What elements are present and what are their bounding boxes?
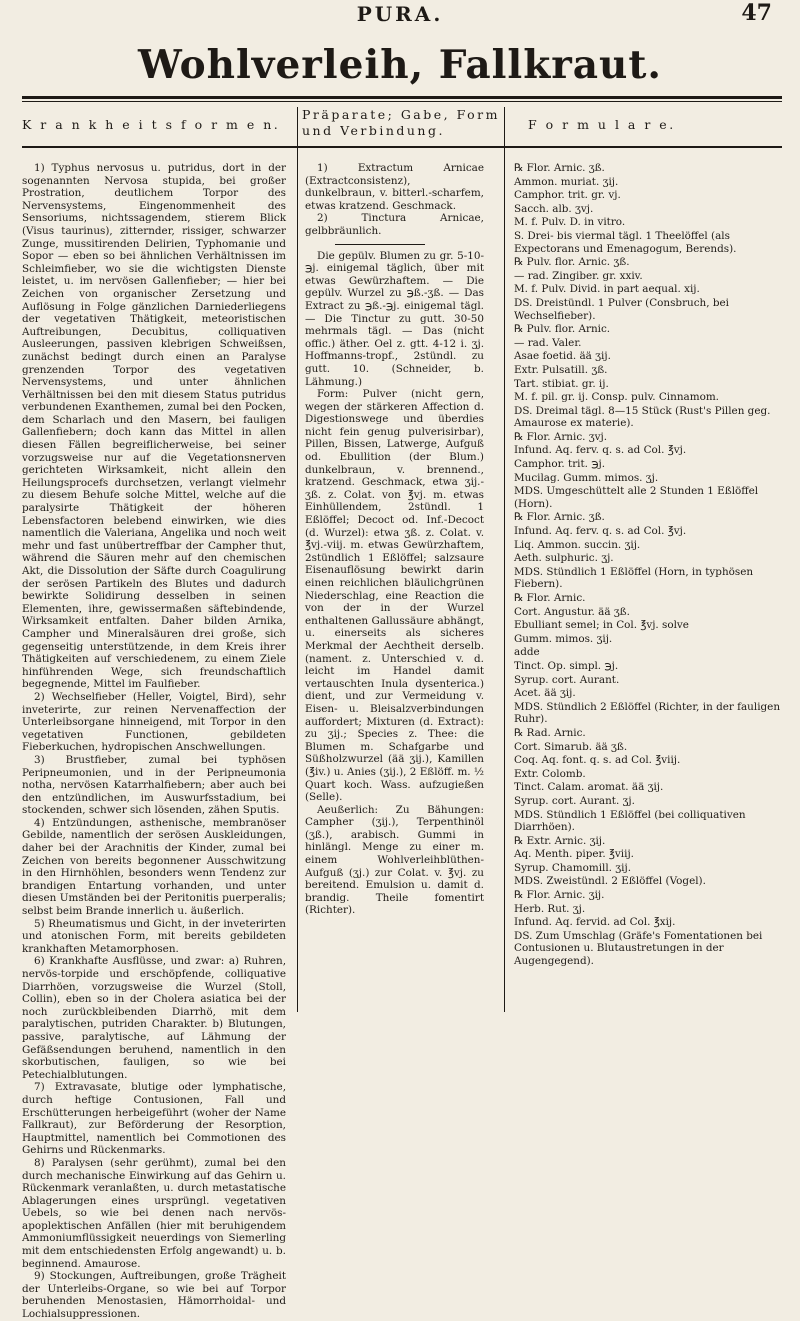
paragraph-tinctura: 2) Tinctura Arnicae, gelbbräunlich. [305,212,484,237]
formula-line: Ammon. muriat. ʒij. [514,175,619,188]
page-title: Wohlverleih, Fallkraut. [137,42,663,88]
running-title: PURA. [356,2,444,26]
formula-line: DS. Dreistündl. 1 Pulver (Consbruch, bei Wechselfieber). [514,296,729,322]
formula-line: MDS. Zweistündl. 2 Eßlöffel (Vogel). [514,875,706,888]
formula-line: Liq. Ammon. succin. ʒij. [514,538,641,551]
formula-line: ℞ Flor. Arnic. ʒß. [514,162,605,174]
formula-line: Syrup. cort. Aurant. [514,673,620,686]
formula-line: ℞ Pulv. flor. Arnic. ʒß. [514,256,630,269]
title-rule [22,96,782,99]
formula-line: Tart. stibiat. gr. ij. [514,377,609,390]
column-krankheitsformen [22,162,286,1321]
formula-line: Infund. Aq. fervid. ad Col. ℥xij. [514,916,676,929]
formula-line: Camphor. trit. gr. vj. [514,189,621,202]
formula-line: Syrup. Chamomill. ʒij. [514,861,631,874]
formula-line: Infund. Aq. ferv. q. s. ad Col. ℥vj. [514,525,687,538]
separator [335,244,425,245]
formula-line: ℞ Flor. Arnic. ʒß. [514,511,605,524]
formula-line: MDS. Stündlich 2 Eßlöffel (Richter, in der fauligen Ruhr). [514,700,781,726]
column-header-praeparate: Präparate; Gabe, Form und Verbindung. [302,107,500,138]
formula-line: ℞ Flor. Arnic. [514,592,586,604]
title-rule-thin [22,101,782,102]
column-header-krankheitsformen: K r a n k h e i t s f o r m e n. [22,117,281,132]
formula-line: Camphor. trit. ℈j. [514,458,606,471]
column-header-formulare: F o r m u l a r e. [528,117,676,132]
paragraph-extravasate: 7) Extravasate, blutige oder lymphatische, durch heftige Contusionen, Fall und Erschütterungen herbeigeführt (woher der Name Fallkraut), zur Beförderung der Resorption, Hauptmittel, namentlich bei Commotionen des Gehirns und Rückenmarks. [22,1081,286,1157]
paragraph-entzuendungen: 4) Entzündungen, asthenische, membranöser Gebilde, namentlich der serösen Auskleidungen, daher bei der Arachnitis der Kinder, zumal bei Zeichen von bereits begonnener Ausschwitzung in den Hirnhöhlen, besonders wenn Tendenz zur brandigen Entartung vorhanden, und unter diesen Umständen bei der Peritonitis puerperalis; selbst beim Brande innerlich u. äußerlich. [22,816,286,918]
formula-line: M. f. Pulv. Divid. in part aequal. xij. [514,283,700,296]
formula-line: Aq. Menth. piper. ℥viij. [514,848,634,861]
formula-line: ℞ Extr. Arnic. ʒij. [514,834,606,847]
paragraph-stockungen: 9) Stockungen, Auftreibungen, große Trägheit der Unterleibs-Organe, so wie bei auf Torpor beruhenden Menostasien, Hämorrhoidal- und Lochialsuppressionen. [22,1270,286,1321]
formula-line: — rad. Valer. [514,336,582,349]
formula-line: DS. Zum Umschlag (Gräfe's Fomentationen bei Contusionen u. Blutaustretungen in der Augengegend). [514,929,763,968]
formula-line: Acet. ää ʒij. [514,687,576,700]
formula-line: Syrup. cort. Aurant. ʒj. [514,794,635,807]
paragraph-brustfieber: 3) Brustfieber, zumal bei typhösen Peripneumonien, und in der Peripneumonia notha, nervösen Katarrhalfiebern; aber auch bei den entzündlichen, im Auswurfsstadium, bei stockenden, schwer sich lösenden, zähen Sputis. [22,753,286,817]
formula-line: Extr. Colomb. [514,767,586,780]
formula-line: Sacch. alb. ʒvj. [514,202,594,215]
paragraph-extractum: 1) Extractum Arnicae (Extractconsistenz), dunkelbraun, v. bitterl.-scharfem, etwas kratzend. Geschmack. [305,162,484,212]
column-divider-1 [297,107,298,1012]
formula-line: MDS. Umgeschüttelt alle 2 Stunden 1 Eßlöffel (Horn). [514,485,759,510]
formula-line: Asae foetid. ää ʒij. [514,350,611,363]
column-header-row [22,107,782,141]
page-number: 47 [741,0,772,26]
paragraph-aeusserlich: Aeußerlich: Zu Bähungen: Campher (ʒij.), Terpenthinöl (ʒß.), arabisch. Gummi in hinlängl. Menge zu einer m. einem Wohlverleihblüthen-Aufguß (ʒj.) zur Colat. v. ℥vj. zu bereitend. Emulsion u. damit d. brandig. Theile fomentirt (Richter). [305,803,484,917]
formula-line: Gumm. mimos. ʒij. [514,632,613,645]
formula-line: Coq. Aq. font. q. s. ad Col. ℥viij. [514,754,681,767]
formula-line: adde [514,646,540,659]
formula-line: Mucilag. Gumm. mimos. ʒj. [514,471,659,484]
formula-line: — rad. Zingiber. gr. xxiv. [514,269,643,282]
running-head [0,0,800,26]
formula-line: M. f. pil. gr. ij. Consp. pulv. Cinnamom. [514,391,719,404]
formula-line: Tinct. Op. simpl. ℈j. [514,659,619,672]
formula-line: ℞ Pulv. flor. Arnic. [514,323,611,336]
column-divider-2 [504,107,505,1012]
formula-line: Cort. Simarub. ää ʒß. [514,740,628,753]
paragraph-dosierung: Die gepülv. Blumen zu gr. 5-10-℈j. einigemal täglich, über mit etwas Gewürzhaftem. — Die gepülv. Wurzel zu ℈ß.-ʒß. — Das Extract zu ℈ß.-℈j. einigemal tägl. — Die Tinctur zu gutt. 30-50 mehrmals tägl. — Das (nicht offic.) äther. Oel z. gtt. 4-12 i. ʒj. Hoffmanns-tropf., 2stündl. zu gutt. 10. (Schneider, b. Lähmung.) [305,249,484,388]
formula-line: Aeth. sulphuric. ʒj. [514,552,614,565]
formula-line: MDS. Stündlich 1 Eßlöffel (Horn, in typhösen Fiebern). [514,565,754,591]
formula-line: Ebulliant semel; in Col. ℥vj. solve [514,619,689,632]
column-formulare [514,162,780,969]
paragraph-wechselfieber: 2) Wechselfieber (Heller, Voigtel, Bird), sehr inveterirte, zur reinen Nervenaffection der Unterleibsorgane hinneigend, mit Torpor in den vegetativen Functionen, gebildeten Fieberkuchen, hydropischen Anschwellungen. [22,690,286,754]
paragraph-form: Form: Pulver (nicht gern, wegen der stärkeren Affection d. Digestionswege und überdies nicht fein genug pulverisirbar), Pillen, Bissen, Latwerge, Aufguß od. Ebullition (der Blum.) dunkelbraun, v. brennend., kratzend. Geschmack, etwa ʒij.-ʒß. z. Colat. von ℥vj. m. etwas Einhüllendem, 2stündl. 1 Eßlöffel; Decoct od. Inf.-Decoct (d. Wurzel): etwa ʒß. z. Colat. v. ℥vj.-viij. m. etwas Gewürzhaftem, 2stündlich 1 Eßlöffel; salzsaure Eisenauflösung bewirkt darin einen reichlichen bläulichgrünen Niederschlag, eine Reaction die von der in der Wurzel enthaltenen Gallussäure abhängt, u. einerseits als sicheres Merkmal der Aechtheit derselb. (nament. z. Unterschied v. d. leicht im Handel damit vertauschten Inula dysenterica.) dient, und zur Vermeidung v. Eisen- u. Bleisalzverbindungen auffordert; Mixturen (d. Extract): zu ʒij.; Species z. Thee: die Blumen m. Schafgarbe und Süßholzwurzel (ää ʒij.), Kamillen (℥iv.) u. Anies (ʒij.), 2 Eßlöff. m. ½ Quart koch. Wass. aufzugießen (Selle). [305,388,484,804]
column-praeparate [305,162,484,917]
header-rule [22,146,782,148]
formula-line: S. Drei- bis viermal tägl. 1 Theelöffel (als Expectorans und Emenagogum, Berends). [514,229,737,255]
paragraph-rheumatismus: 5) Rheumatismus und Gicht, in der inveterirten und atonischen Form, mit bereits gebildeten krankhaften Metamorphosen. [22,917,286,955]
formula-line: ℞ Flor. Arnic. ʒvj. [514,430,608,443]
paragraph-paralysen: 8) Paralysen (sehr gerühmt), zumal bei den durch mechanische Einwirkung auf das Gehirn u. Rückenmark veranlaßten, u. durch metastatische Ablagerungen eines ursprüngl. vegetativen Uebels, so wie bei denen nach nervös-apoplektischen Anfällen (hier mit beruhigendem Ammoniumflüssigkeit neuerdings von Siemerling mit dem entschiedensten Erfolg angewandt) u. b. beginnend. Amaurose. [22,1156,286,1270]
formula-line: Tinct. Calam. aromat. ää ʒij. [514,781,664,794]
formula-line: Infund. Aq. ferv. q. s. ad Col. ℥vj. [514,444,687,457]
formula-line: Extr. Pulsatill. ʒß. [514,363,608,376]
formula-line: Cort. Angustur. ää ʒß. [514,605,630,618]
paragraph-ausfluesse: 6) Krankhafte Ausflüsse, und zwar: a) Ruhren, nervös-torpide und erschöpfende, colliquative Diarrhöen, vorzugsweise die Wurzel (Stoll, Collin), eben so in der Cholera asiatica bei der noch zurückbleibenden Diarrhö, mit dem paralytischen, putriden Charakter. b) Blutungen, passive, paralytische, auf Lähmung der Gefäßsendungen beruhend, namentlich in den skorbutischen, fauligen, so wie bei Petechialblutungen. [22,955,286,1081]
formula-line: ℞ Rad. Arnic. [514,726,586,739]
formula-line: ℞ Flor. Arnic. ʒij. [514,889,605,902]
formula-line: M. f. Pulv. D. in vitro. [514,216,626,229]
formula-line: MDS. Stündlich 1 Eßlöffel (bei colliquativen Diarrhöen). [514,808,746,834]
formula-line: Herb. Rut. ʒj. [514,902,586,915]
formula-line: DS. Dreimal tägl. 8—15 Stück (Rust's Pillen geg. Amaurose ex materie). [514,404,771,430]
paragraph-typhus: 1) Typhus nervosus u. putridus, dort in der sogenannten Nervosa stupida, bei großer Prostration, deutlichem Torpor des Nervensystems, Eingenommenheit des Sensoriums, nichtssagendem, stierem Blick (Visus taurinus), zitternder, rissiger, schwarzer Zunge, mussitirenden Delirien, Typhomanie und Sopor — eben so bei ähnlichen Verhältnissen im Schleimfieber, wo sie die wichtigsten Dienste leistet, u. im nervösen Gallenfieber; — hier bei Zeichen von organischer Zersetzung und Auflösung in Folge gänzlichen Darniederliegens der vegetativen Thätigkeit, meteoristischen Auftreibungen, Decubitus, colliquativen Ausleerungen, passiven klebrigen Schweißsen, zunächst bedingt durch einen an Paralyse grenzenden Torpor des vegetativen Nervensystems, und unter ähnlichen Verhältnissen bei den mit diesem Status putridus verbundenen Exanthemen, zumal bei den Pocken, dem Scharlach und den Masern, bei fauligen Gallenfiebern; doch kann das Mittel in allen diesen Fällen begreiflicherweise, bei seiner vorzugsweise nur auf die Vegetationsnerven gerichteten Wirksamkeit, nicht allein den Heilungsprocefs durchsetzen, verlangt vielmehr zu diesem Behufe solche Mittel, welche auf die paralysirte Thätigkeit der höheren Lebensfactoren belebend einwirken, wie dies namentlich die Valeriana, Angelika und noch weit mehr und fast unübertreffbar der Campher thut, während die Säuren mehr auf den chemischen Akt, die Dissolution der Säfte durch Coagulirung der serösen Partikeln des Blutes und dadurch bewirkte Solidirung desselben in seinen Elementen, ihre, gewissermaßen säftebindende, Wirksamkeit entfalten. Daher bilden Arnika, Campher und Mineralsäuren drei große, sich gegenseitig unterstützende, in dem Kreis ihrer Thätigkeiten auf verschiedenem, zu einem Ziele hinführenden Wege, sich freundschaftlich begegnende, Mittel im Faulfieber. [22,162,286,691]
